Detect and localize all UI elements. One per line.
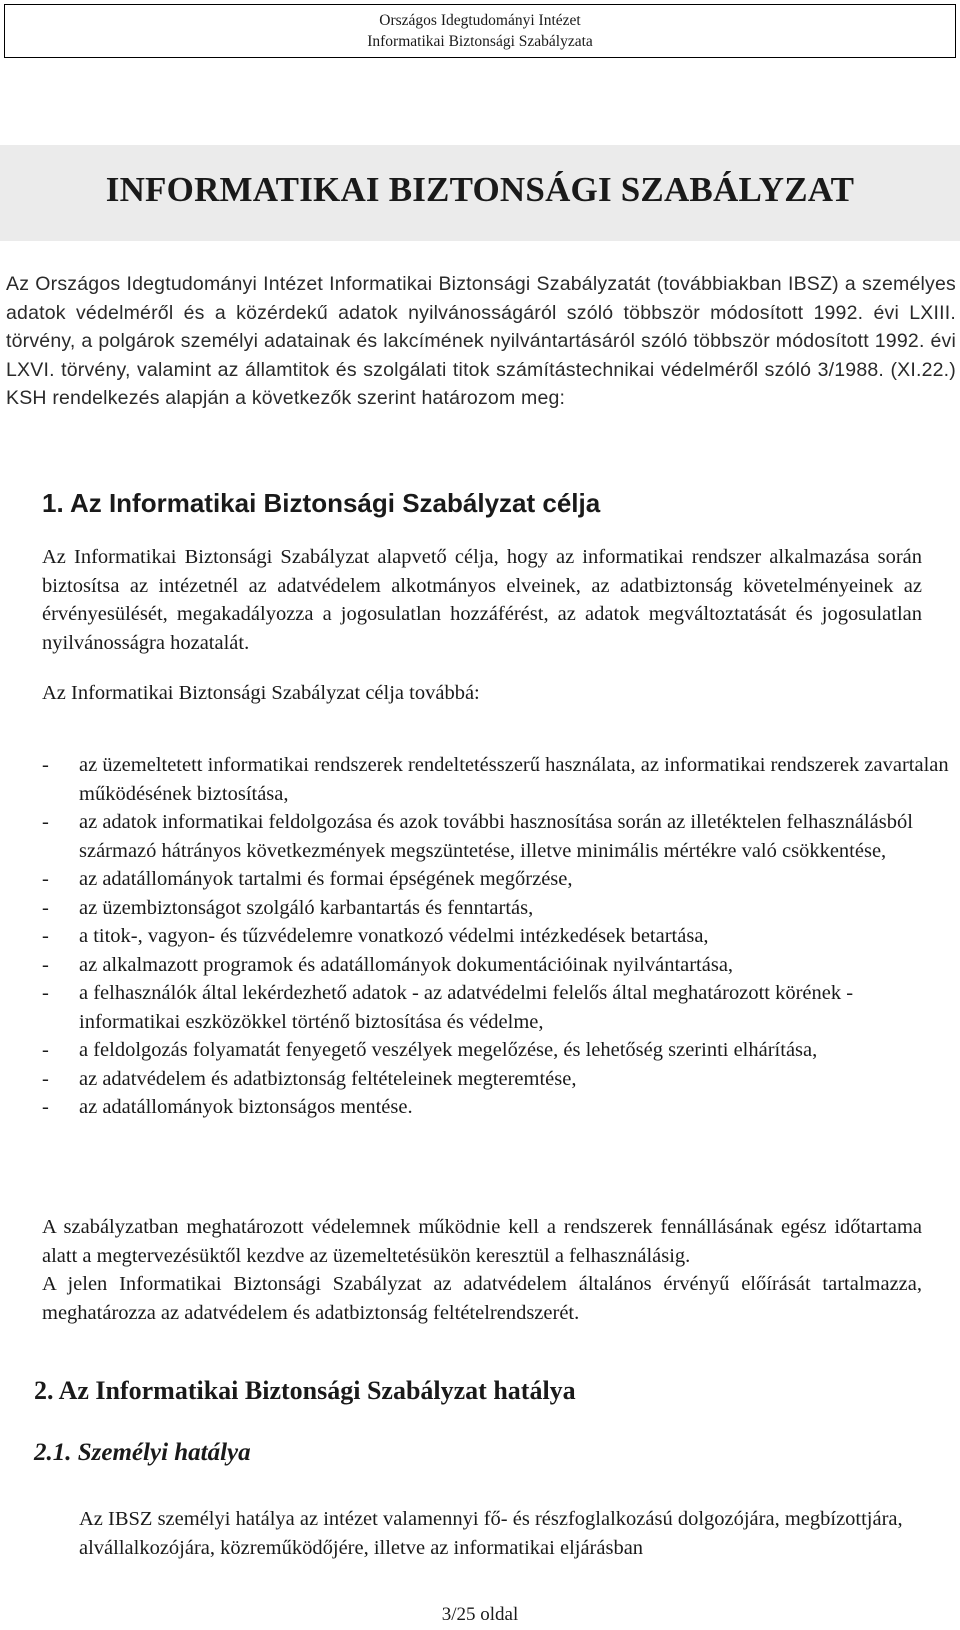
page-header <box>4 4 956 58</box>
section-1-paragraph-3: A szabályzatban meghatározott védelemnek működnie kell a rendszerek fennállásának egész időtartama alatt a megtervezésüktől kezdve az üzemeltetésükön keresztül a felhasználásig. <box>42 1216 922 1267</box>
list-item: - az üzembiztonságot szolgáló karbantartás és fenntartás, <box>42 894 956 923</box>
section-1-heading: 1. Az Informatikai Biztonsági Szabályzat célja <box>42 488 601 518</box>
list-item: - az üzemeltetett informatikai rendszerek rendeltetésszerű használata, az informatikai rendszerek zavartalan működésének biztosítása, <box>42 751 956 808</box>
list-item: - az adatok informatikai feldolgozása és azok további hasznosítása során az illetéktelen felhasználásból származó hátrányos következmények megszüntetése, illetve minimális mértékre való csökkentése, <box>42 808 956 865</box>
section-2-1-paragraph: Az IBSZ személyi hatálya az intézet valamennyi fő- és részfoglalkozású dolgozójára, megbízottjára, alvállalkozójára, közreműködőjére, illetve az informatikai eljárásban <box>79 1508 903 1559</box>
document-title: INFORMATIKAI BIZTONSÁGI SZABÁLYZAT <box>105 170 855 209</box>
header-institute: Országos Idegtudományi Intézet <box>379 12 581 29</box>
header-document: Informatikai Biztonsági Szabályzata <box>367 33 593 50</box>
list-item: - a titok-, vagyon- és tűzvédelemre vonatkozó védelmi intézkedések betartása, <box>42 922 956 951</box>
list-item: - az alkalmazott programok és adatállományok dokumentációinak nyilvántartása, <box>42 951 956 980</box>
section-1-paragraph-4: A jelen Informatikai Biztonsági Szabályzat az adatvédelem általános érvényű előírását tartalmazza, meghatározza az adatvédelem és adatbiztonság feltételrendszerét. <box>42 1273 922 1324</box>
list-item: - az adatállományok tartalmi és formai épségének megőrzése, <box>42 865 956 894</box>
list-item: - az adatvédelem és adatbiztonság feltételeinek megteremtése, <box>42 1065 956 1094</box>
section-2-heading: 2. Az Informatikai Biztonsági Szabályzat hatálya <box>34 1376 576 1405</box>
goals-list <box>42 751 956 1122</box>
list-item: - a feldolgozás folyamatát fenyegető veszélyek megelőzése, és lehetőség szerinti elhárítása, <box>42 1036 956 1065</box>
section-1-paragraph-2: Az Informatikai Biztonsági Szabályzat célja továbbá: <box>42 682 480 704</box>
list-item: - a felhasználók által lekérdezhető adatok - az adatvédelmi felelős által meghatározott körének - informatikai eszközökkel történő biztosítása és védelme, <box>42 979 956 1036</box>
page-number: 3/25 oldal <box>441 1604 519 1625</box>
list-item: - az adatállományok biztonságos mentése. <box>42 1093 956 1122</box>
section-2-1-heading: 2.1. Személyi hatálya <box>34 1439 251 1466</box>
intro-paragraph: Az Országos Idegtudományi Intézet Informatikai Biztonsági Szabályzatát (továbbiakban IBSZ) a személyes adatok védelméről és a közérdekű adatok nyilvánosságáról szóló többször módosított 1992. évi LXIII. törvény, a polgárok személyi adatainak és lakcímének nyilvántartásáról szóló többször módosított 1992. évi LXVI. törvény, valamint az államtitok és szolgálati titok számítástechnikai védelméről szóló 3/1988. (XI.22.) KSH rendelkezés alapján a következők szerint határozom meg: <box>6 273 956 409</box>
section-1-paragraph-1: Az Informatikai Biztonsági Szabályzat alapvető célja, hogy az informatikai rendszer alkalmazása során biztosítsa az intézetnél az adatvédelem alkotmányos elveinek, az adatbiztonság követelményeinek az érvényesülését, megakadályozza a jogosulatlan hozzáférést, az adatok megváltoztatását és jogosulatlan nyilvánosságra hozatalát. <box>42 546 922 654</box>
